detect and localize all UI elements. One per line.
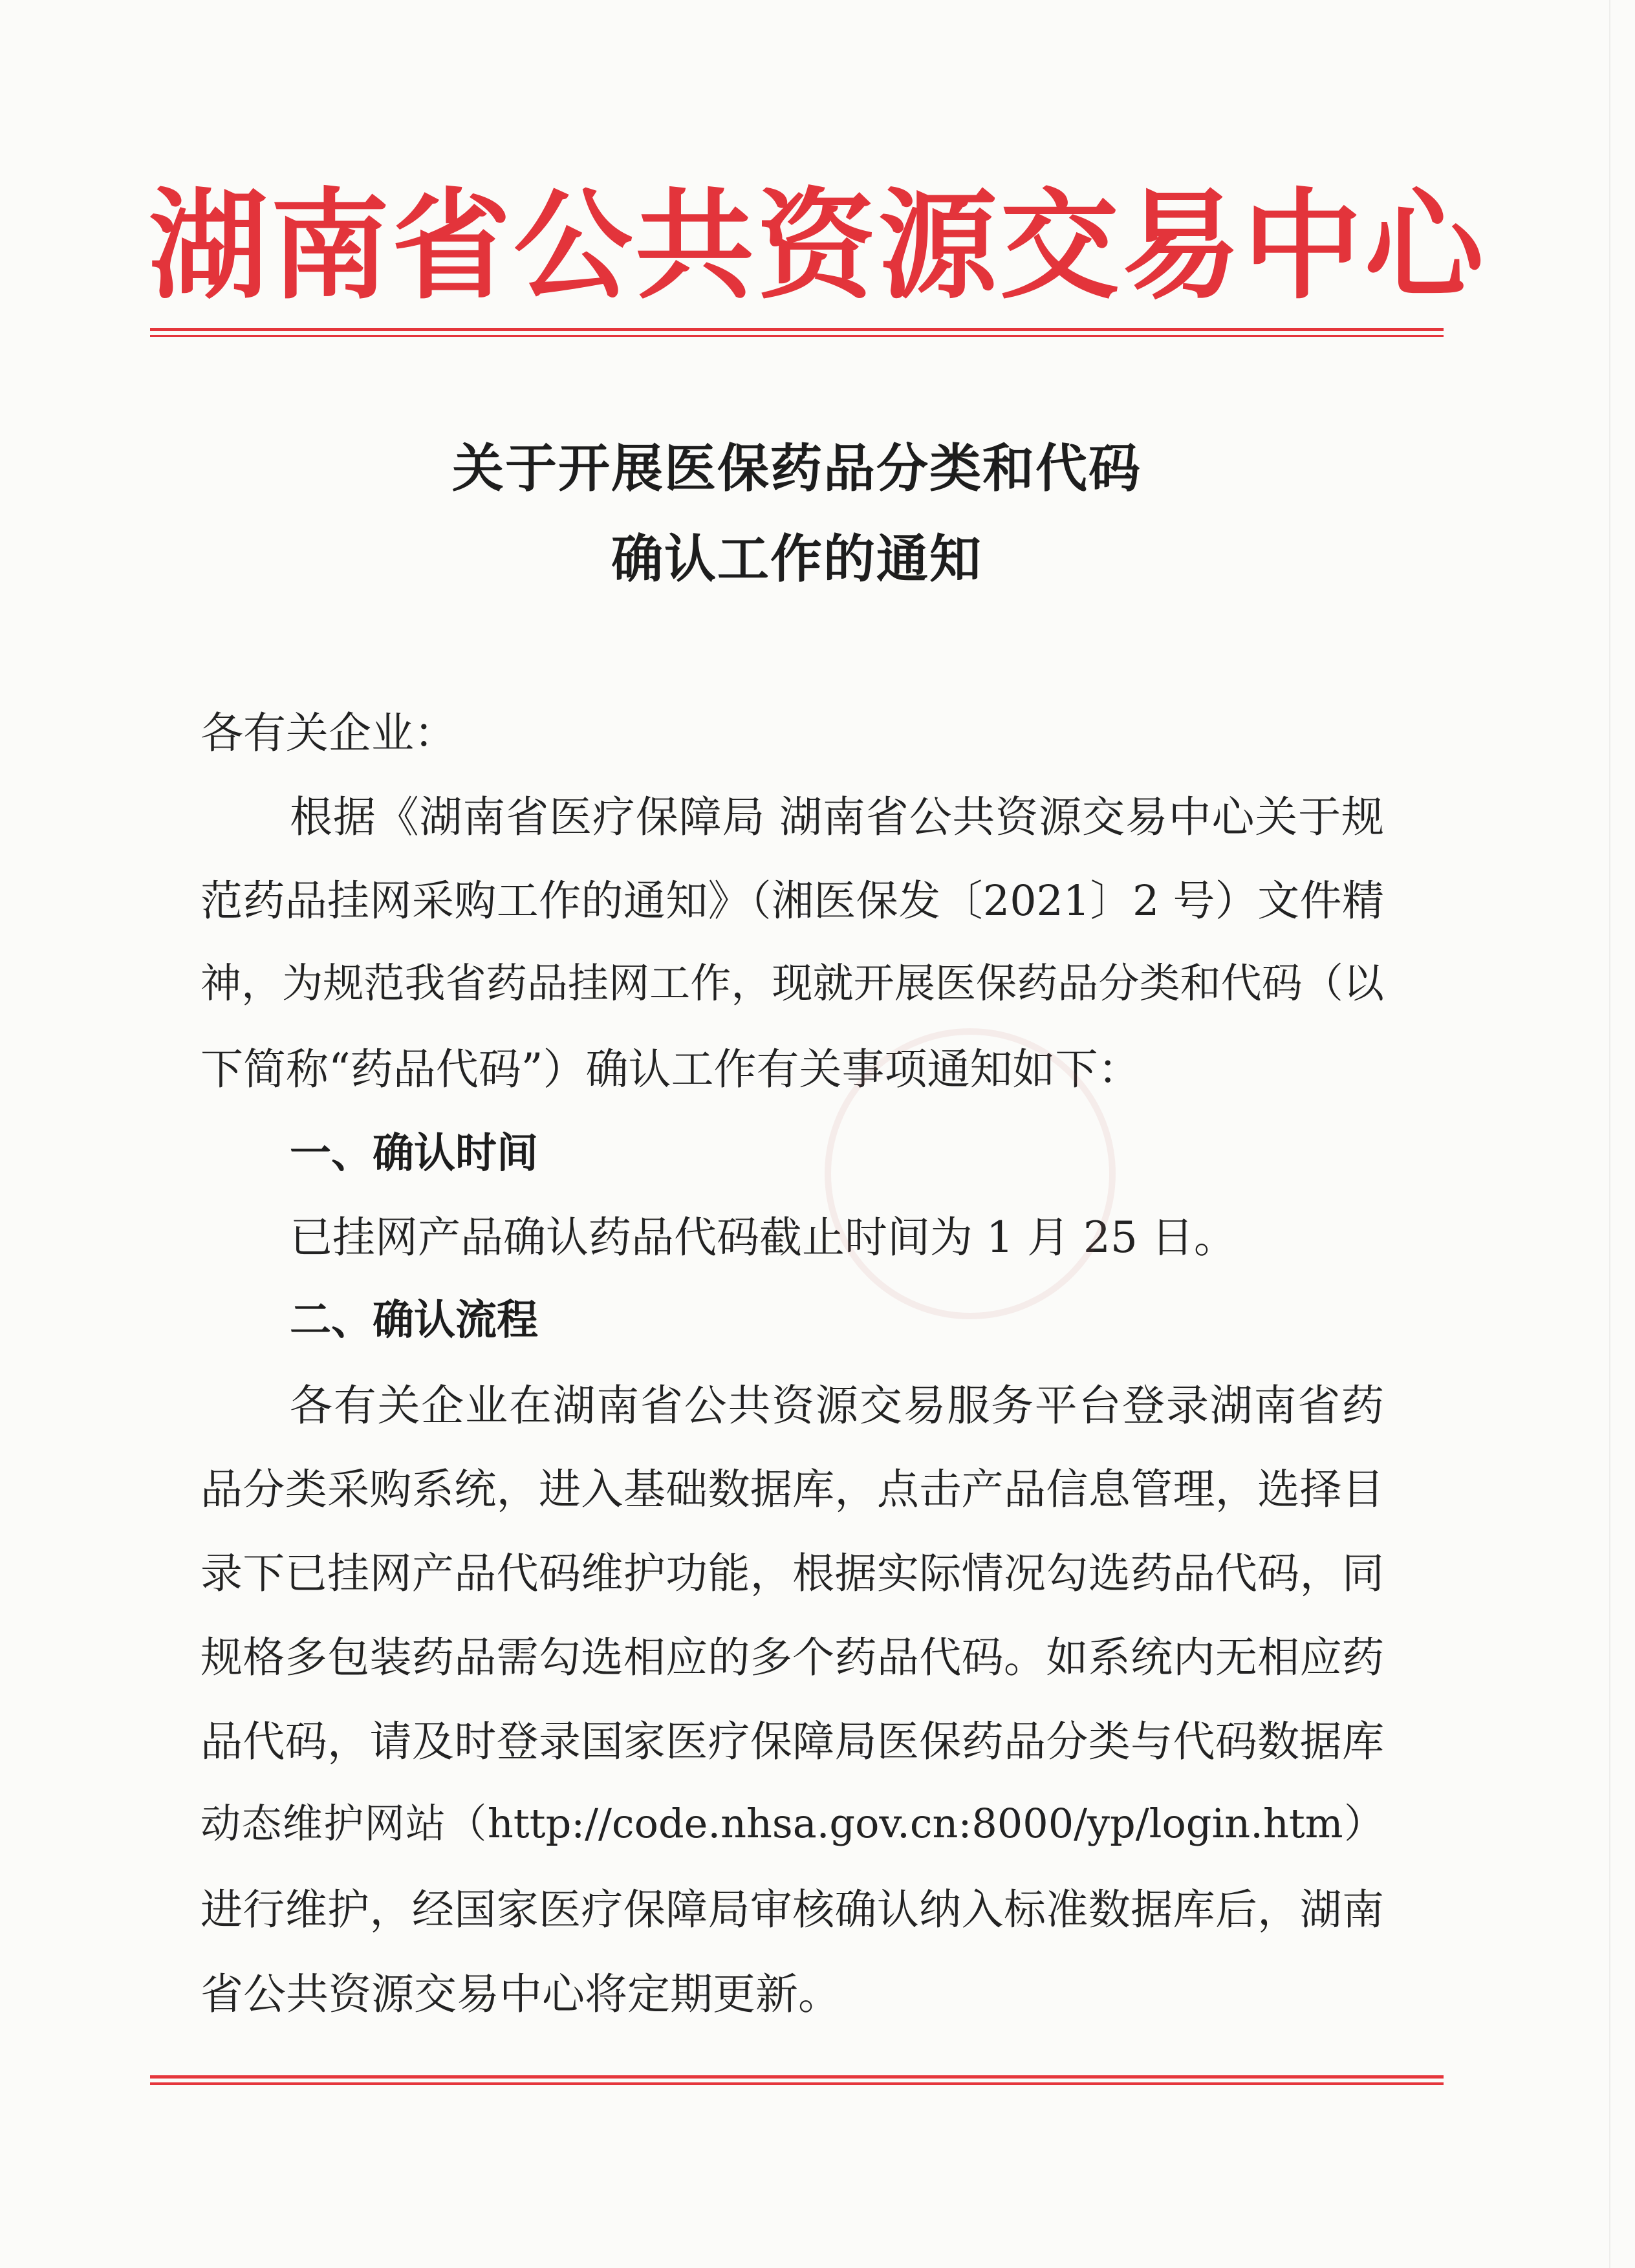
section-2-line: 录下已挂网产品代码维护功能，根据实际情况勾选药品代码，同 bbox=[200, 1550, 1384, 1598]
intro-line: 神，为规范我省药品挂网工作，现就开展医保药品分类和代码（以 bbox=[200, 960, 1384, 1007]
footer-rule-thin bbox=[150, 2082, 1444, 2085]
section-2-line: 规格多包装药品需勾选相应的多个药品代码。如系统内无相应药 bbox=[200, 1634, 1384, 1682]
section-2-line-url: 动态维护网站（http://code.nhsa.gov.cn:8000/yp/login.htm） bbox=[200, 1800, 1384, 1847]
intro-line: 范药品挂网采购工作的通知》（湘医保发〔2021〕2 号）文件精 bbox=[200, 877, 1384, 925]
section-2-line: 各有关企业在湖南省公共资源交易服务平台登录湖南省药 bbox=[290, 1381, 1384, 1431]
section-2-line: 省公共资源交易中心将定期更新。 bbox=[200, 1969, 841, 2019]
section-2-line: 品分类采购系统，进入基础数据库，点击产品信息管理，选择目 bbox=[200, 1465, 1384, 1514]
salutation: 各有关企业： bbox=[200, 708, 457, 758]
intro-line: 下简称“药品代码”）确认工作有关事项通知如下： bbox=[200, 1044, 1141, 1094]
intro-line: 根据《湖南省医疗保障局 湖南省公共资源交易中心关于规 bbox=[290, 792, 1384, 842]
section-heading-confirm-process: 二、确认流程 bbox=[290, 1297, 538, 1345]
letterhead-rule-thin bbox=[150, 335, 1444, 337]
section-2-line: 进行维护，经国家医疗保障局审核确认纳入标准数据库后，湖南 bbox=[200, 1886, 1384, 1934]
section-1-line: 已挂网产品确认药品代码截止时间为 1 月 25 日。 bbox=[290, 1213, 1237, 1262]
section-2-line: 品代码，请及时登录国家医疗保障局医保药品分类与代码数据库 bbox=[200, 1718, 1384, 1766]
document-title-line-2: 确认工作的通知 bbox=[611, 528, 982, 589]
section-heading-confirm-time: 一、确认时间 bbox=[290, 1130, 538, 1178]
letterhead-org-name: 湖南省公共资源交易中心 bbox=[149, 176, 1487, 316]
footer-rule-thick bbox=[150, 2075, 1444, 2079]
bleed-through-seal bbox=[825, 1028, 1116, 1319]
letterhead-rule-thick bbox=[150, 328, 1444, 331]
scan-edge bbox=[1609, 0, 1610, 2268]
document-title-line-1: 关于开展医保药品分类和代码 bbox=[452, 438, 1142, 499]
